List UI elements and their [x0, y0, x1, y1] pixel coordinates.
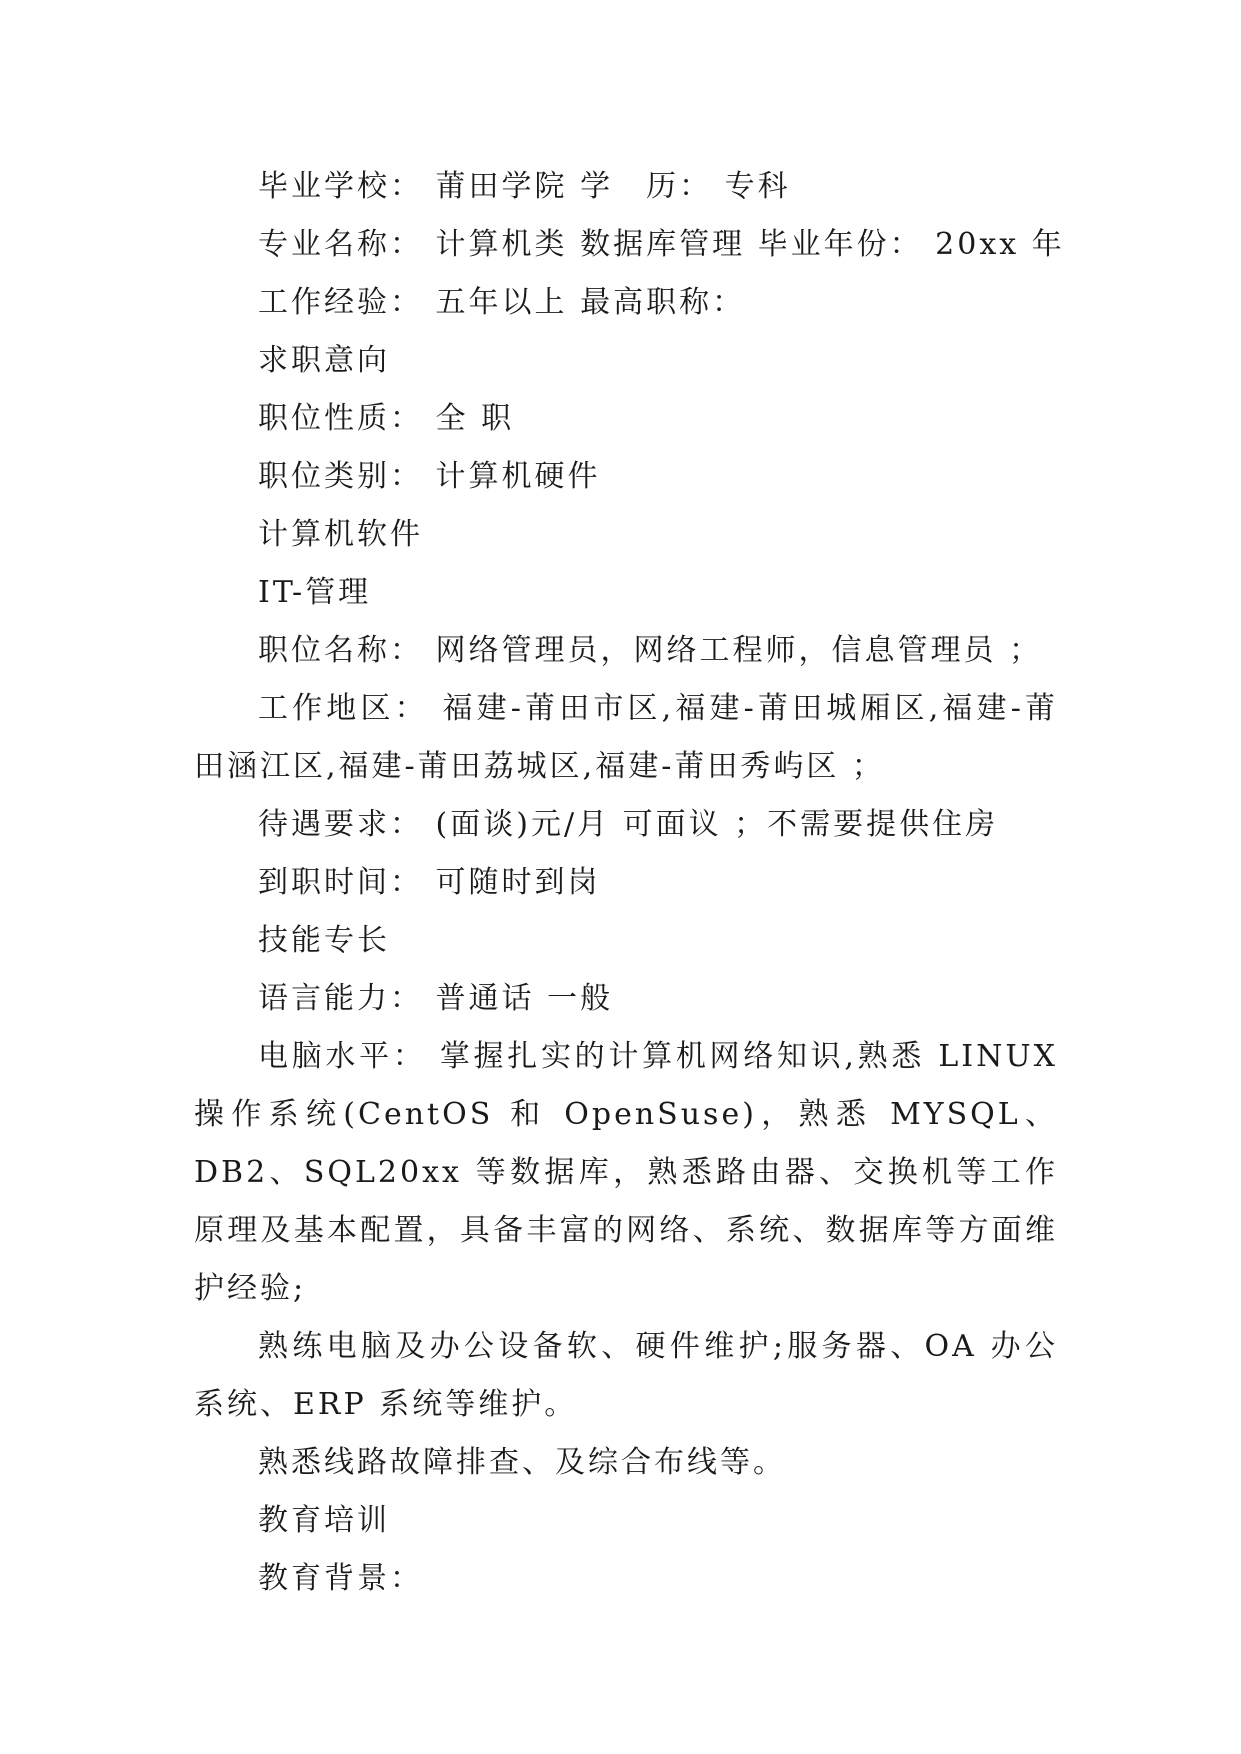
job-title-line: 职位名称： 网络管理员，网络工程师，信息管理员 ；	[258, 633, 1043, 668]
language-line: 语言能力： 普通话 一般	[258, 981, 614, 1016]
skill-paragraph-2: 熟悉线路故障排查、及综合布线等。	[258, 1445, 786, 1480]
work-experience-line: 工作经验： 五年以上 最高职称：	[258, 285, 746, 320]
skills-heading: 技能专长	[258, 923, 390, 958]
job-category-it-line: IT-管理	[258, 575, 372, 610]
job-category-line: 职位类别： 计算机硬件	[258, 459, 601, 494]
start-time-line: 到职时间： 可随时到岗	[258, 865, 601, 900]
major-line: 专业名称： 计算机类 数据库管理 毕业年份： 20xx 年	[258, 227, 1065, 262]
education-background-line: 教育背景：	[258, 1561, 423, 1596]
skill-paragraph-1: 熟练电脑及办公设备软、硬件维护;服务器、OA 办公系统、ERP 系统等维护。	[194, 1329, 1058, 1422]
resume-body	[194, 158, 1065, 1608]
education-heading: 教育培训	[258, 1503, 390, 1538]
job-category-software-line: 计算机软件	[258, 517, 423, 552]
job-nature-line: 职位性质： 全 职	[258, 401, 515, 436]
work-area-paragraph: 工作地区： 福建-莆田市区,福建-莆田城厢区,福建-莆田涵江区,福建-莆田荔城区,福建-莆田秀屿区 ；	[194, 691, 1058, 784]
graduate-school-line: 毕业学校： 莆田学院 学 历： 专科	[258, 169, 791, 204]
salary-line: 待遇要求： (面谈)元/月 可面议 ；不需要提供住房	[258, 807, 999, 842]
computer-level-paragraph: 电脑水平： 掌握扎实的计算机网络知识,熟悉 LINUX 操作系统(CentOS 和 OpenSuse)，熟悉 MYSQL、DB2、SQL20xx 等数据库，熟悉路由器、交换机等工作原理及基本配置，具备丰富的网络、系统、数据库等方面维护经验;	[194, 1039, 1058, 1306]
job-intention-heading: 求职意向	[258, 343, 390, 378]
